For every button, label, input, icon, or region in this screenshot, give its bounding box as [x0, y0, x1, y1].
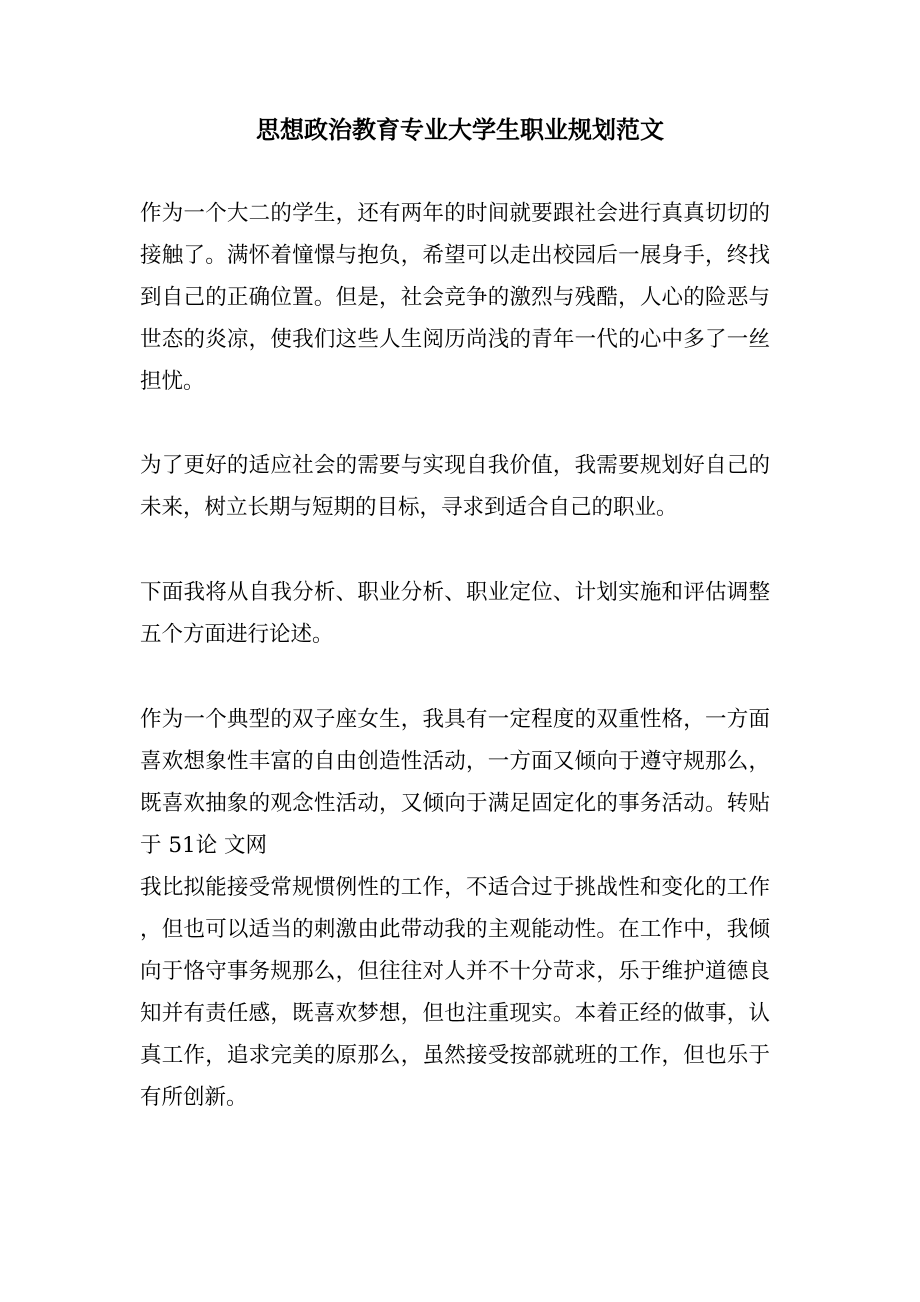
paragraph-4	[140, 699, 770, 1119]
text-line: 未来，树立长期与短期的目标，寻求到适合自己的职业。	[140, 495, 678, 520]
text-line: 知并有责任感，既喜欢梦想，但也注重现实。本着正经的做事，认	[140, 1001, 770, 1026]
text-line: 作为一个典型的双子座女生，我具有一定程度的双重性格，一方面	[140, 707, 770, 732]
text-line: 担忧。	[140, 369, 205, 394]
paragraph-2	[140, 445, 770, 529]
paragraph-3	[140, 572, 770, 656]
text-line: 喜欢想象性丰富的自由创造性活动，一方面又倾向于遵守规那么，	[140, 749, 770, 774]
text-line: 向于恪守事务规那么，但往往对人并不十分苛求，乐于维护道德良	[140, 959, 770, 984]
text-line: 我比拟能接受常规惯例性的工作，不适合过于挑战性和变化的工作	[140, 875, 770, 900]
text-line: 真工作，追求完美的原那么，虽然接受按部就班的工作，但也乐于	[140, 1043, 770, 1068]
text-line: 接触了。满怀着憧憬与抱负，希望可以走出校园后一展身手，终找	[140, 243, 770, 268]
text-line: ，但也可以适当的刺激由此带动我的主观能动性。在工作中，我倾	[140, 917, 770, 942]
paragraph-1	[140, 193, 770, 403]
text-line: 世态的炎凉，使我们这些人生阅历尚浅的青年一代的心中多了一丝	[140, 327, 770, 352]
text-line: 作为一个大二的学生，还有两年的时间就要跟社会进行真真切切的	[140, 201, 770, 226]
text-line: 为了更好的适应社会的需要与实现自我价值，我需要规划好自己的	[140, 453, 770, 478]
text-line: 既喜欢抽象的观念性活动，又倾向于满足固定化的事务活动。转贴	[140, 791, 770, 816]
text-line: 有所创新。	[140, 1085, 248, 1110]
text-line: 到自己的正确位置。但是，社会竞争的激烈与残酷，人心的险恶与	[140, 285, 770, 310]
text-line: 于 51论 文网	[140, 833, 268, 858]
document-title: 思想政治教育专业大学生职业规划范文	[256, 115, 664, 144]
text-line: 五个方面进行论述。	[140, 622, 334, 647]
text-line: 下面我将从自我分析、职业分析、职业定位、计划实施和评估调整	[140, 580, 770, 605]
